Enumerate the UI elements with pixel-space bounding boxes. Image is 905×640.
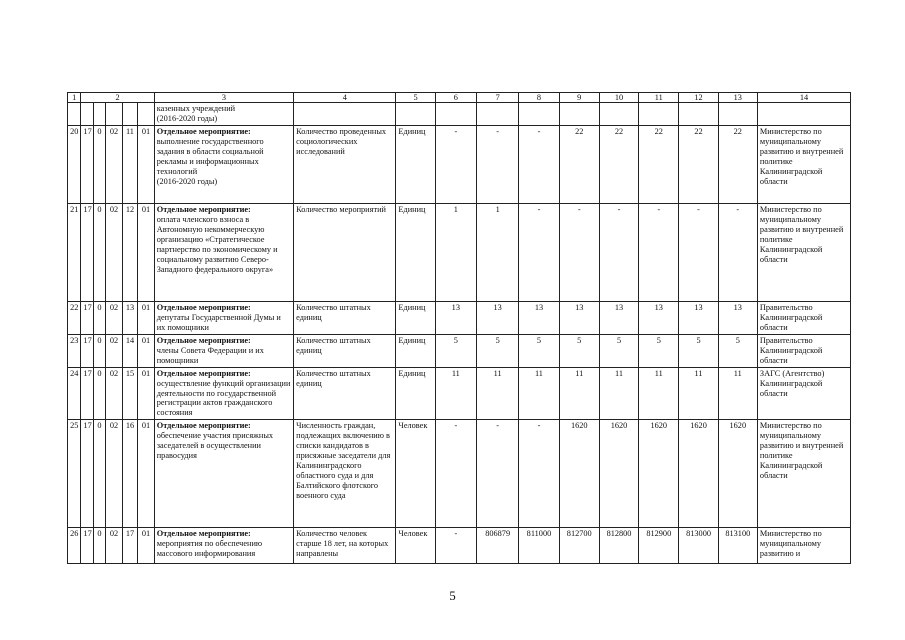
value-v12: 11 [679, 367, 718, 420]
page-number: 5 [449, 588, 456, 603]
value-v7: 13 [476, 301, 518, 334]
responsible-executor: Правительство Калининградской области [757, 301, 850, 334]
indicator-name: Количество штатных единиц [294, 367, 396, 420]
table-row [68, 528, 851, 564]
header-cell: 5 [396, 93, 435, 103]
table-row [68, 203, 851, 301]
code-task: 02 [106, 367, 123, 420]
indicator-name: Количество мероприятий [294, 203, 396, 301]
header-cell: 12 [679, 93, 718, 103]
value-v13: 11 [718, 367, 757, 420]
value-v11: 13 [639, 301, 679, 334]
value-v6: 11 [435, 367, 476, 420]
header-cell: 3 [154, 93, 293, 103]
header-cell: 1 [68, 93, 81, 103]
header-cell: 9 [559, 93, 599, 103]
value-v8: - [519, 203, 559, 301]
value-v10: 5 [599, 334, 638, 367]
row-number: 22 [68, 301, 81, 334]
code-event: 14 [122, 334, 137, 367]
table-row [68, 125, 851, 203]
event-title: Отдельное мероприятие: [156, 335, 251, 345]
code-sub-event: 01 [138, 367, 155, 420]
code-task: 02 [106, 301, 123, 334]
value-v10: 13 [599, 301, 638, 334]
value-v9: - [559, 203, 599, 301]
code-subprogram: 0 [93, 528, 105, 564]
responsible-executor: Министерство по муниципальному развитию и внутренней политике Калининградской области [757, 125, 850, 203]
value-v13: 813100 [718, 528, 757, 564]
code-event: 15 [122, 367, 137, 420]
continued-name: казенных учреждений (2016-2020 годы) [154, 103, 293, 126]
value-v13: 5 [718, 334, 757, 367]
responsible-executor: Министерство по муниципальному развитию и внутренней политике Калининградской области [757, 420, 850, 528]
responsible-executor: Правительство Калининградской области [757, 334, 850, 367]
event-description: оплата членского взноса в Автономную некоммерческую организацию «Стратегическое партнерство по экономическому и социальному развитию Северо-Западного федерального округа» [156, 214, 278, 274]
value-v6: 5 [435, 334, 476, 367]
code-event: 16 [122, 420, 137, 528]
value-v13: 1620 [718, 420, 757, 528]
indicator-name: Количество штатных единиц [294, 334, 396, 367]
code-sub-event: 01 [138, 528, 155, 564]
row-number: 25 [68, 420, 81, 528]
value-v8: 5 [519, 334, 559, 367]
value-v6: 13 [435, 301, 476, 334]
code-subprogram: 0 [93, 420, 105, 528]
code-sub-event: 01 [138, 125, 155, 203]
responsible-executor: ЗАГС (Агентство) Калининградской области [757, 367, 850, 420]
code-sub-event: 01 [138, 420, 155, 528]
value-v13: 22 [718, 125, 757, 203]
event-title: Отдельное мероприятие: [156, 421, 251, 431]
row-number: 23 [68, 334, 81, 367]
value-v6: - [435, 528, 476, 564]
code-task: 02 [106, 528, 123, 564]
event-name [154, 367, 293, 420]
event-name [154, 420, 293, 528]
unit: Человек [396, 528, 435, 564]
table-row [68, 334, 851, 367]
code-program: 17 [81, 528, 93, 564]
code-program: 17 [81, 367, 93, 420]
value-v6: 1 [435, 203, 476, 301]
value-v7: 1 [476, 203, 518, 301]
value-v8: 13 [519, 301, 559, 334]
value-v6: - [435, 420, 476, 528]
row-number: 26 [68, 528, 81, 564]
event-name [154, 125, 293, 203]
header-cell: 2 [81, 93, 154, 103]
event-description: осуществление функций организации деятельности по государственной регистрации актов гражданского состояния [156, 378, 291, 418]
continued-row [68, 103, 851, 126]
header-cell: 6 [435, 93, 476, 103]
value-v12: 22 [679, 125, 718, 203]
code-subprogram: 0 [93, 203, 105, 301]
value-v7: 5 [476, 334, 518, 367]
value-v11: 22 [639, 125, 679, 203]
header-cell: 13 [718, 93, 757, 103]
value-v9: 5 [559, 334, 599, 367]
header-row [68, 93, 851, 103]
value-v11: 1620 [639, 420, 679, 528]
code-event: 12 [122, 203, 137, 301]
event-name [154, 334, 293, 367]
code-event: 11 [122, 125, 137, 203]
value-v13: 13 [718, 301, 757, 334]
value-v6: - [435, 125, 476, 203]
value-v12: 5 [679, 334, 718, 367]
code-subprogram: 0 [93, 367, 105, 420]
code-task: 02 [106, 203, 123, 301]
event-title: Отдельное мероприятие: [156, 302, 251, 312]
code-task: 02 [106, 420, 123, 528]
event-description: члены Совета Федерации и их помощники [156, 345, 264, 365]
value-v10: 812800 [599, 528, 638, 564]
responsible-executor: Министерство по муниципальному развитию и [757, 528, 850, 564]
table-row [68, 367, 851, 420]
unit: Единиц [396, 334, 435, 367]
value-v9: 13 [559, 301, 599, 334]
row-number: 24 [68, 367, 81, 420]
event-title: Отдельное мероприятие: [156, 204, 251, 214]
event-name [154, 528, 293, 564]
unit: Единиц [396, 203, 435, 301]
event-name [154, 301, 293, 334]
header-cell: 7 [476, 93, 518, 103]
value-v11: 812900 [639, 528, 679, 564]
header-cell: 10 [599, 93, 638, 103]
table-row [68, 301, 851, 334]
header-cell: 4 [294, 93, 396, 103]
event-description: мероприятия по обеспечению массового информирования [156, 539, 263, 559]
table-row [68, 420, 851, 528]
code-program: 17 [81, 125, 93, 203]
value-v12: 813000 [679, 528, 718, 564]
value-v8: - [519, 125, 559, 203]
value-v9: 11 [559, 367, 599, 420]
unit: Единиц [396, 125, 435, 203]
event-description: депутаты Государственной Думы и их помощники [156, 312, 281, 332]
value-v7: - [476, 125, 518, 203]
event-name [154, 203, 293, 301]
value-v7: 11 [476, 367, 518, 420]
indicator-name: Количество человек старше 18 лет, на которых направлены [294, 528, 396, 564]
header-cell: 11 [639, 93, 679, 103]
code-subprogram: 0 [93, 334, 105, 367]
row-number: 21 [68, 203, 81, 301]
responsible-executor: Министерство по муниципальному развитию и внутренней политике Калининградской области [757, 203, 850, 301]
value-v10: - [599, 203, 638, 301]
code-sub-event: 01 [138, 301, 155, 334]
value-v12: 1620 [679, 420, 718, 528]
value-v11: 11 [639, 367, 679, 420]
event-title: Отдельное мероприятие: [156, 529, 251, 539]
program-table [67, 92, 851, 564]
unit: Единиц [396, 301, 435, 334]
indicator-name: Численность граждан, подлежащих включению в списки кандидатов в присяжные заседатели для Калининградского областного суда и для Балтийского флотского военного суда [294, 420, 396, 528]
code-program: 17 [81, 301, 93, 334]
code-program: 17 [81, 420, 93, 528]
value-v12: 13 [679, 301, 718, 334]
unit: Единиц [396, 367, 435, 420]
indicator-name: Количество штатных единиц [294, 301, 396, 334]
code-event: 13 [122, 301, 137, 334]
value-v9: 1620 [559, 420, 599, 528]
value-v9: 22 [559, 125, 599, 203]
code-program: 17 [81, 334, 93, 367]
value-v10: 1620 [599, 420, 638, 528]
code-sub-event: 01 [138, 334, 155, 367]
code-task: 02 [106, 125, 123, 203]
indicator-name: Количество проведенных социологических исследований [294, 125, 396, 203]
event-title: Отдельное мероприятие: [156, 126, 251, 136]
code-sub-event: 01 [138, 203, 155, 301]
header-cell: 14 [757, 93, 850, 103]
value-v12: - [679, 203, 718, 301]
value-v8: 811000 [519, 528, 559, 564]
code-subprogram: 0 [93, 301, 105, 334]
value-v8: - [519, 420, 559, 528]
value-v8: 11 [519, 367, 559, 420]
code-program: 17 [81, 203, 93, 301]
value-v7: - [476, 420, 518, 528]
code-task: 02 [106, 334, 123, 367]
code-event: 17 [122, 528, 137, 564]
value-v11: - [639, 203, 679, 301]
code-subprogram: 0 [93, 125, 105, 203]
value-v9: 812700 [559, 528, 599, 564]
event-description: обеспечение участия присяжных заседателей в осуществлении правосудия [156, 431, 274, 461]
header-cell: 8 [519, 93, 559, 103]
value-v7: 806879 [476, 528, 518, 564]
value-v11: 5 [639, 334, 679, 367]
value-v10: 11 [599, 367, 638, 420]
event-title: Отдельное мероприятие: [156, 368, 251, 378]
event-description: выполнение государственного задания в области социальной рекламы и информационных технологий (2016-2020 годы) [156, 136, 264, 186]
row-number: 20 [68, 125, 81, 203]
value-v10: 22 [599, 125, 638, 203]
value-v13: - [718, 203, 757, 301]
unit: Человек [396, 420, 435, 528]
